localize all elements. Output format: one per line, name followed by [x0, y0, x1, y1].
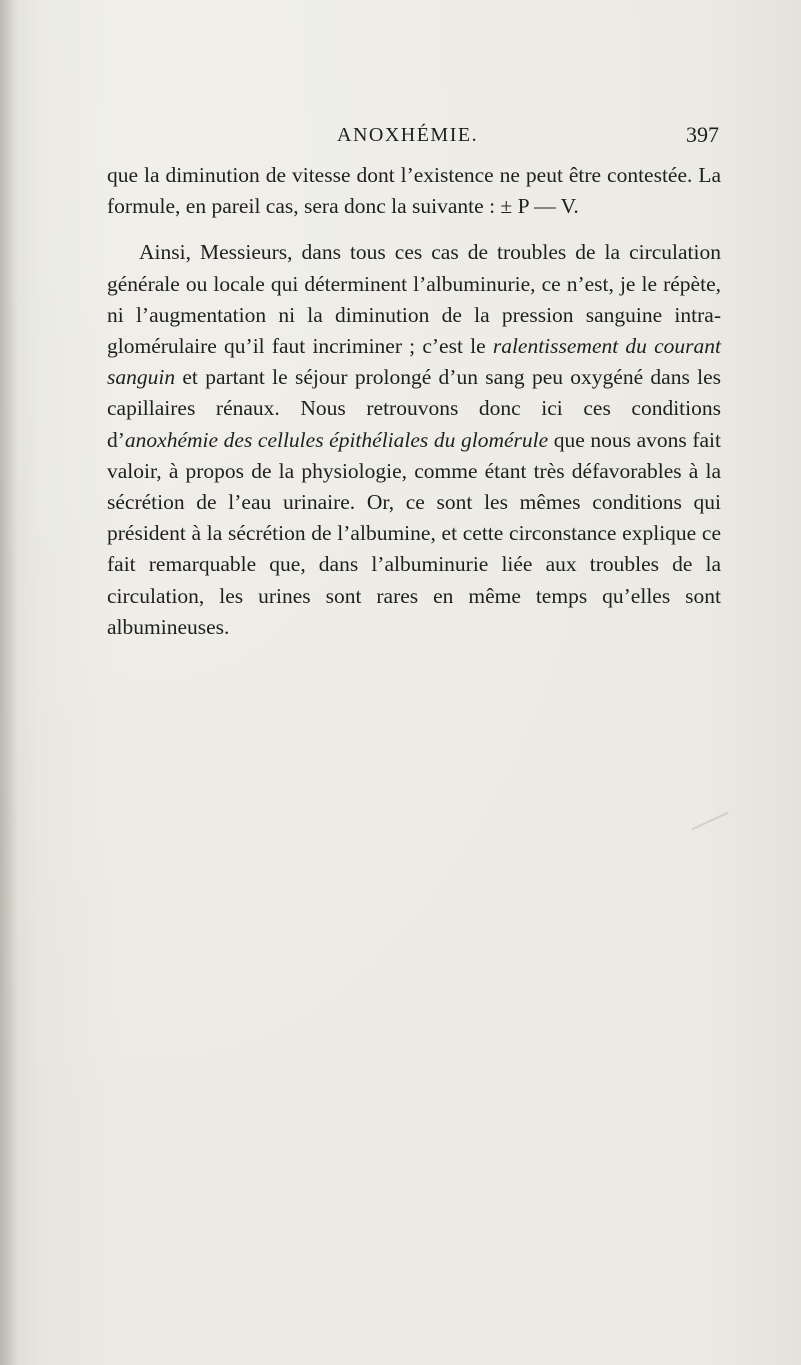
italic-phrase-anoxhemie: anoxhémie des cellules épithéliales du glomérule — [124, 427, 549, 452]
italic-phrase-ralentissement: ralentissement du courant sanguin — [107, 334, 721, 390]
body-text — [107, 160, 721, 643]
running-head — [107, 118, 719, 152]
page-number: 397 — [686, 122, 719, 147]
formula: ± P — V. — [500, 194, 579, 219]
paper-mark — [691, 812, 728, 831]
paragraph-1 — [107, 160, 721, 222]
paragraph-2 — [107, 237, 721, 643]
running-title: ANOXHÉMIE. — [337, 124, 479, 146]
page-gutter-shadow — [0, 0, 18, 1365]
paragraph-1-text: que la diminution de vitesse dont l’existence ne peut être contestée. La formule, en pareil cas, sera donc la suivante : — [107, 163, 721, 219]
paragraph-2-part-1: Ainsi, Messieurs, dans tous ces cas de troubles de la circulation générale ou locale qui déterminent l’albuminurie, ce n’est, je le répète, ni l’augmentation ni la diminution de la pression sanguine intra-glomérulaire qu’il faut incriminer ; c’est le — [107, 240, 721, 359]
paragraph-2-part-2: et partant le séjour prolongé d’un sang peu oxygéné dans les capillaires rénaux. Nous retrouvons donc ici ces conditions d’ — [107, 365, 721, 452]
paragraph-2-part-3: que nous avons fait valoir, à propos de la physiologie, comme étant très défavorables à la sécrétion de l’eau urinaire. Or, ce sont les mêmes conditions qui président à la sécrétion de l’albumine, et cette circonstance explique ce fait remarquable que, dans l’albuminurie liée aux troubles de la circulation, les urines sont rares en même temps qu’elles sont albumineuses. — [107, 427, 721, 639]
